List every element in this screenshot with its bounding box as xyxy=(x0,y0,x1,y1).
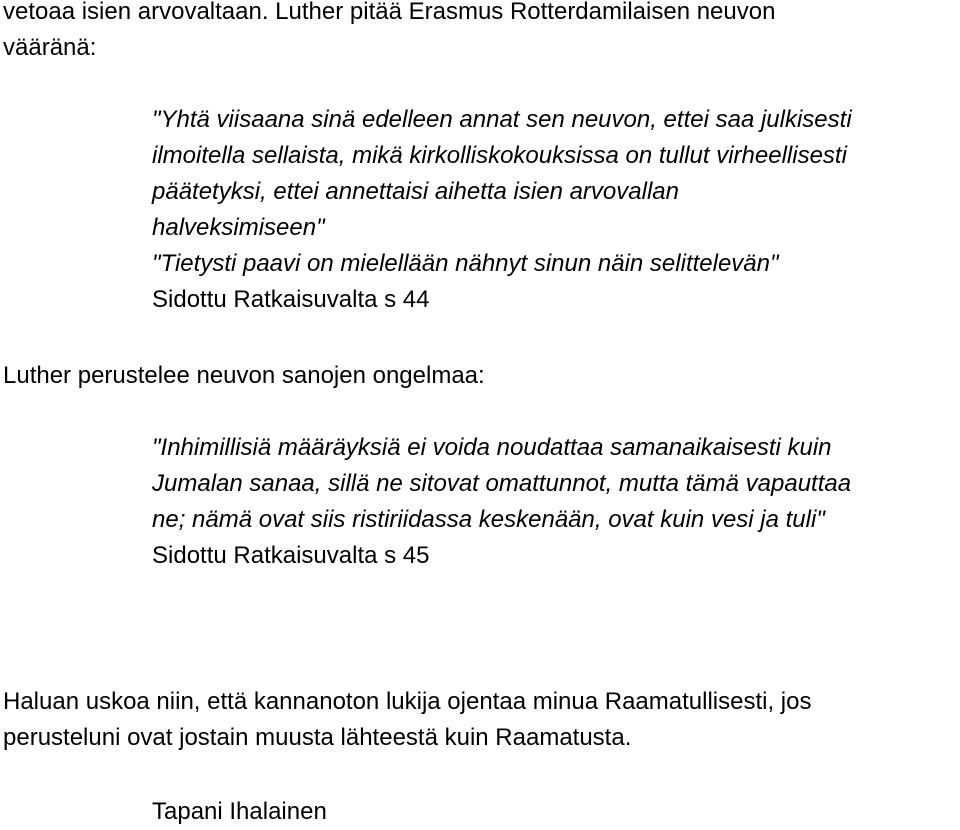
closing-line-2: perusteluni ovat jostain muusta lähteestä kuin Raamatusta. xyxy=(3,724,632,751)
quote1-line-1: "Yhtä viisaana sinä edelleen annat sen neuvon, ettei saa julkisesti xyxy=(152,106,852,133)
intro-line-2: vääränä: xyxy=(3,34,97,61)
quote2-line-1: "Inhimillisiä määräyksiä ei voida noudattaa samanaikaisesti kuin xyxy=(152,434,832,461)
quote2-line-3: ne; nämä ovat siis ristiriidassa keskenään, ovat kuin vesi ja tuli" xyxy=(152,506,825,533)
quote1-line-4: halveksimiseen" xyxy=(152,214,325,241)
signature: Tapani Ihalainen xyxy=(152,798,327,825)
quote1-line-2: ilmoitella sellaista, mikä kirkolliskokouksissa on tullut virheellisesti xyxy=(152,142,847,169)
closing-line-1: Haluan uskoa niin, että kannanoton lukija ojentaa minua Raamatullisesti, jos xyxy=(3,688,812,715)
quote1-line-3: päätetyksi, ettei annettaisi aihetta isien arvovallan xyxy=(152,178,679,205)
quote2-source: Sidottu Ratkaisuvalta s 45 xyxy=(152,542,430,569)
quote1-line-5: "Tietysti paavi on mielellään nähnyt sinun näin selittelevän" xyxy=(152,250,779,277)
intro-line-1: vetoaa isien arvovaltaan. Luther pitää Erasmus Rotterdamilaisen neuvon xyxy=(3,0,776,25)
paragraph-2: Luther perustelee neuvon sanojen ongelmaa: xyxy=(3,362,485,389)
quote1-source: Sidottu Ratkaisuvalta s 44 xyxy=(152,286,430,313)
quote2-line-2: Jumalan sanaa, sillä ne sitovat omattunnot, mutta tämä vapauttaa xyxy=(152,470,852,497)
